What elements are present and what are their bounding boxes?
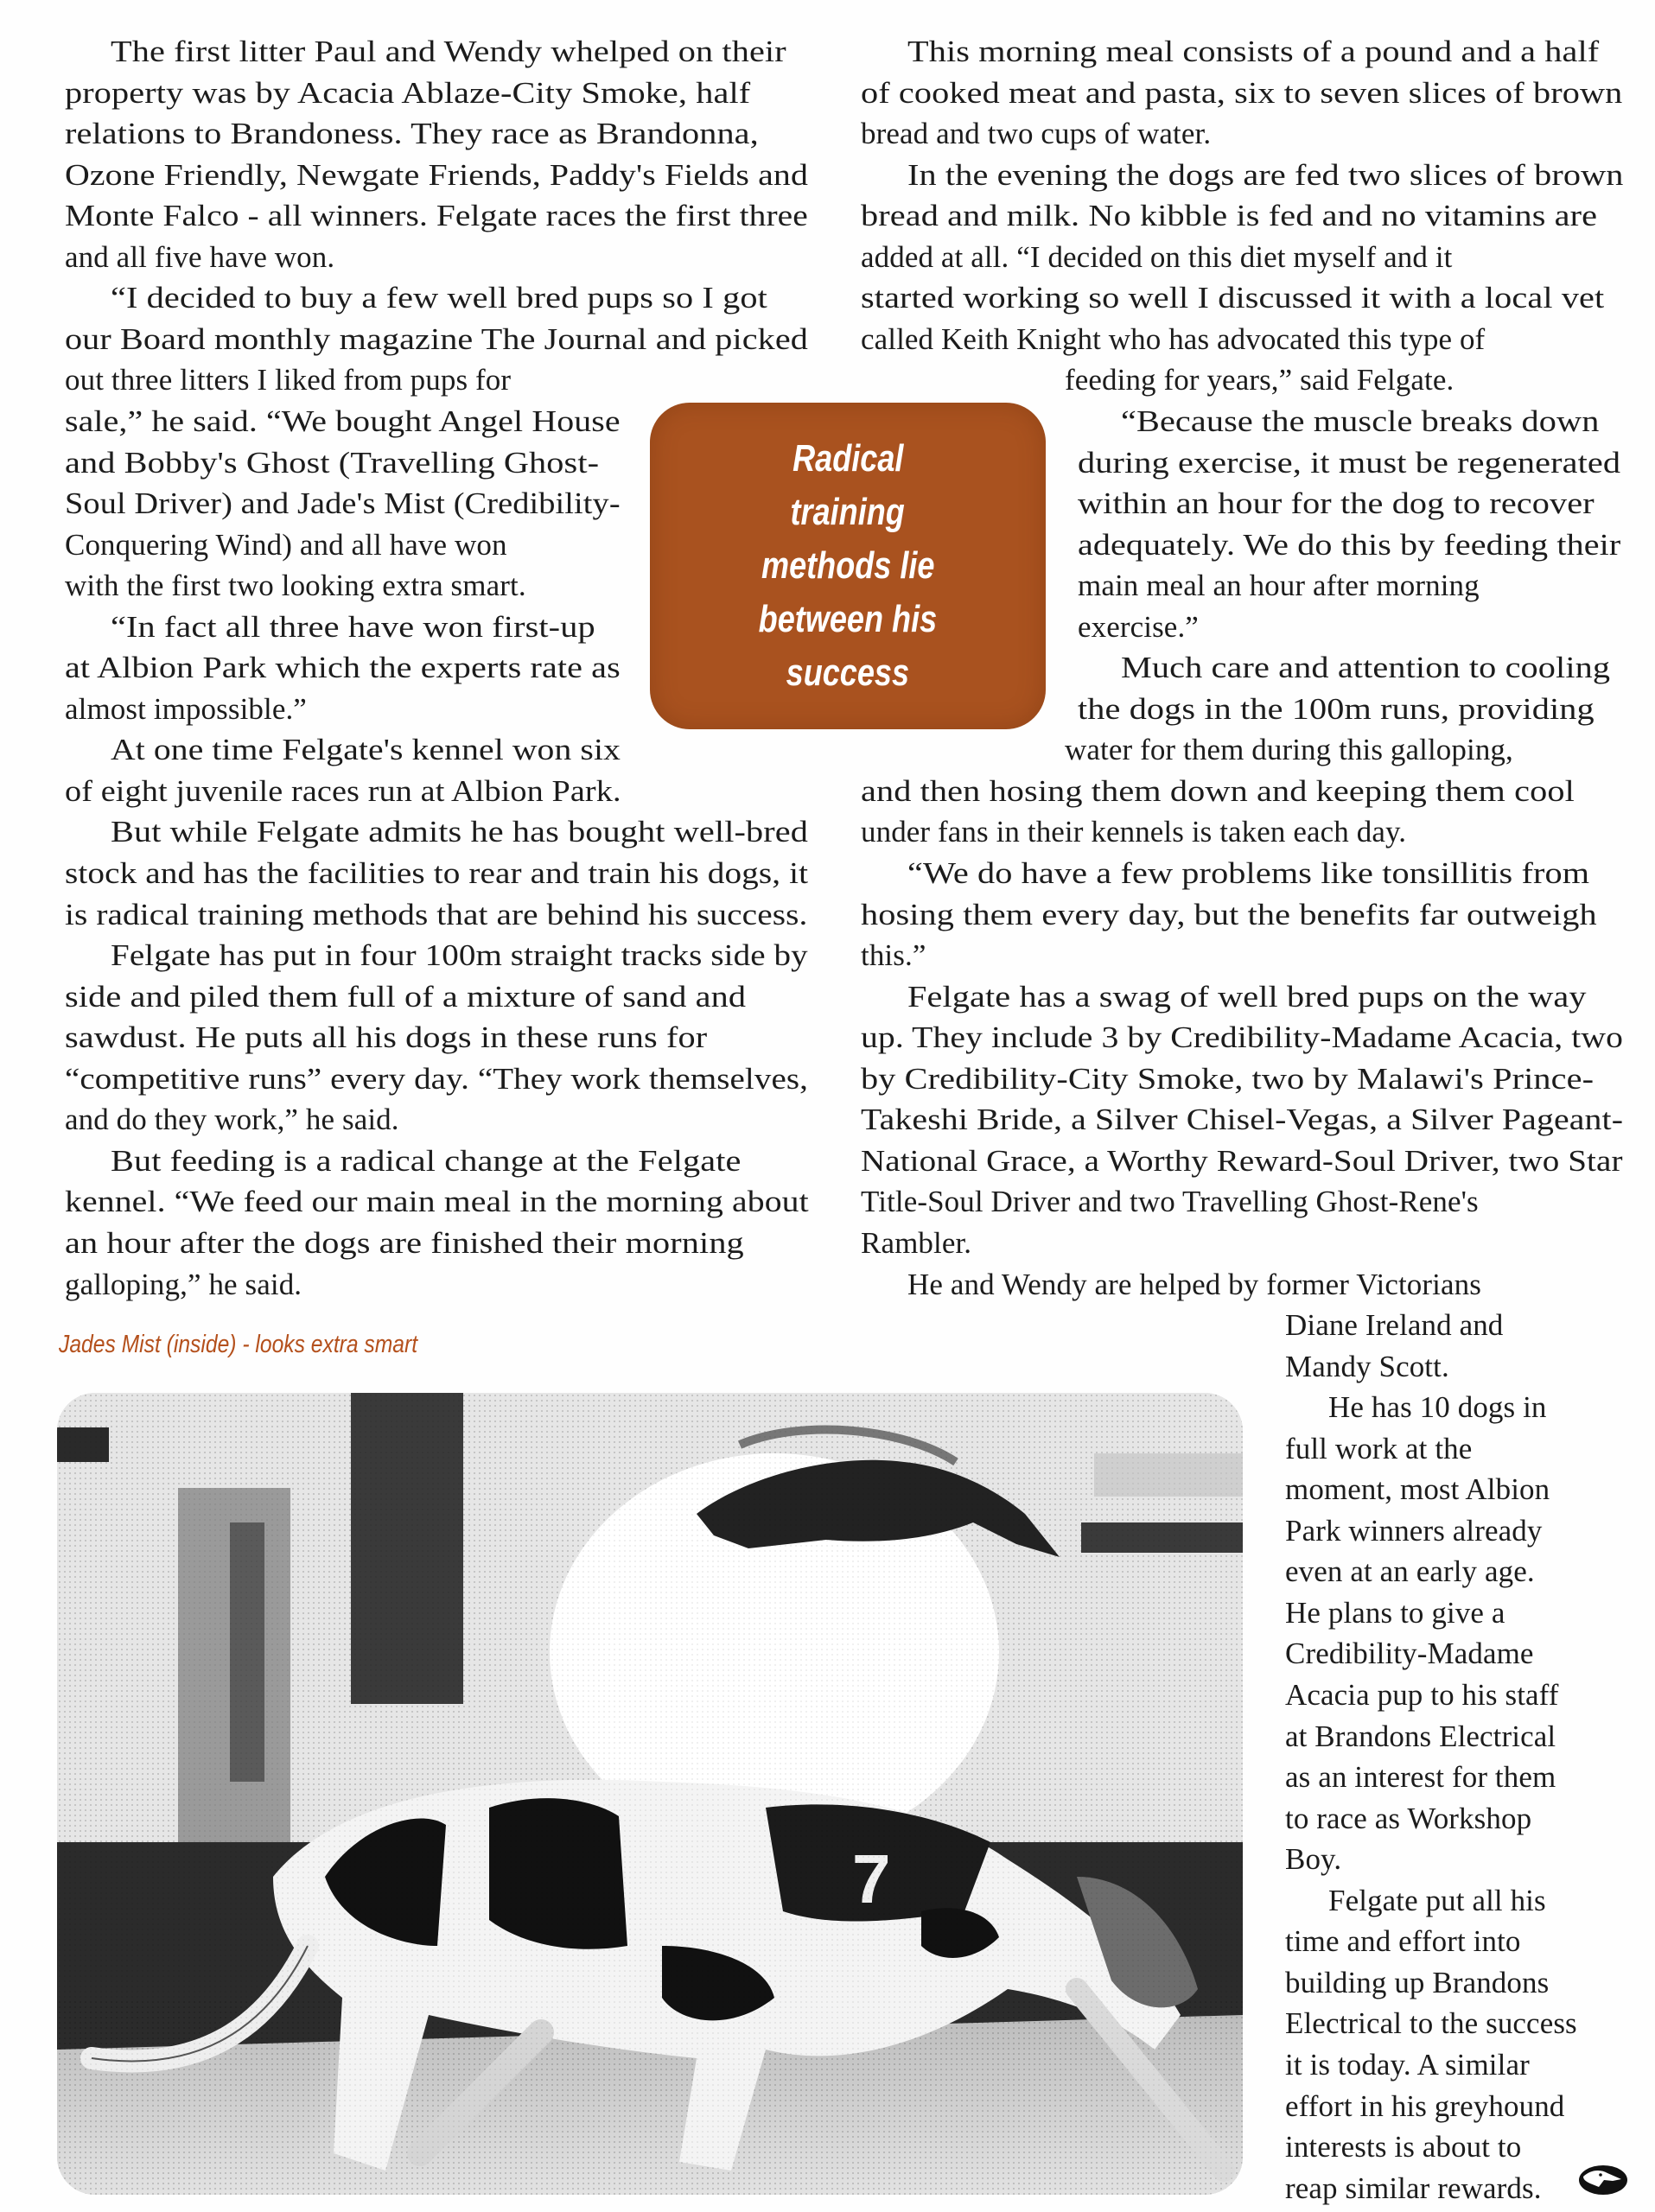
text-line: an hour after the dogs are finished their morning xyxy=(65,1225,744,1260)
text-line: Mandy Scott. xyxy=(1285,1349,1449,1383)
text-line: at Albion Park which the experts rate as xyxy=(65,651,621,685)
text-line: called Keith Knight who has advocated this type of xyxy=(861,321,1486,356)
text-line: Felgate has a swag of well bred pups on the way xyxy=(907,979,1587,1014)
text-line: He has 10 dogs in xyxy=(1328,1390,1547,1425)
text-line: up. They include 3 by Credibility-Madame Acacia, two xyxy=(861,1020,1624,1055)
text-line: feeding for years,” said Felgate. xyxy=(1065,363,1454,397)
text-line: and all five have won. xyxy=(65,239,335,274)
pull-quote-line: methods lie xyxy=(761,544,935,587)
text-line: within an hour for the dog to recover xyxy=(1078,486,1595,521)
text-line: Felgate has put in four 100m straight tracks side by xyxy=(111,938,808,973)
text-line: even at an early age. xyxy=(1285,1554,1535,1589)
text-line: property was by Acacia Ablaze-City Smoke, half xyxy=(65,75,751,110)
text-line: But feeding is a radical change at the Felgate xyxy=(111,1143,742,1178)
photo-caption: Jades Mist (inside) - looks extra smart xyxy=(59,1331,418,1358)
text-line: National Grace, a Worthy Reward-Soul Driver, two Star xyxy=(861,1143,1623,1178)
pull-quote xyxy=(650,403,1046,729)
text-line: “competitive runs” every day. “They work themselves, xyxy=(65,1061,808,1096)
text-line: Park winners already xyxy=(1285,1513,1543,1548)
text-line: interests is about to xyxy=(1285,2130,1522,2164)
text-line: Takeshi Bride, a Silver Chisel-Vegas, a Silver Pageant- xyxy=(861,1103,1624,1137)
text-line: to race as Workshop xyxy=(1285,1801,1532,1835)
text-line: “We do have a few problems like tonsillitis from xyxy=(907,856,1590,890)
text-line: out three litters I liked from pups for xyxy=(65,363,512,397)
pull-quote-line: between his xyxy=(758,598,938,640)
text-line: Credibility-Madame xyxy=(1285,1637,1534,1671)
text-line: Diane Ireland and xyxy=(1285,1308,1504,1343)
text-line: relations to Brandoness. They race as Brandonna, xyxy=(65,117,759,151)
text-line: our Board monthly magazine The Journal and picked xyxy=(65,321,808,356)
text-line: it is today. A similar xyxy=(1285,2047,1530,2082)
text-line: effort in his greyhound xyxy=(1285,2088,1565,2123)
text-line: sale,” he said. “We bought Angel House xyxy=(65,404,621,438)
pull-quote-line: success xyxy=(786,652,910,694)
greyhound-photo xyxy=(57,1393,1243,2195)
text-line: Boy. xyxy=(1285,1842,1342,1877)
greyhound-head-icon xyxy=(1578,2164,1628,2196)
text-line: At one time Felgate's kennel won six xyxy=(111,733,621,767)
text-line: Rambler. xyxy=(861,1225,972,1260)
text-line: hosing them every day, but the benefits far outweigh xyxy=(861,897,1597,931)
text-line: Acacia pup to his staff xyxy=(1285,1678,1559,1712)
text-line: reap similar rewards. xyxy=(1285,2171,1542,2205)
text-line: and Bobby's Ghost (Travelling Ghost- xyxy=(65,445,600,480)
text-line: main meal an hour after morning xyxy=(1078,569,1480,603)
text-line: is radical training methods that are behind his success. xyxy=(65,897,808,931)
text-line: galloping,” he said. xyxy=(65,1267,302,1301)
text-line: by Credibility-City Smoke, two by Malawi's Prince- xyxy=(861,1061,1595,1096)
text-line: He plans to give a xyxy=(1285,1595,1505,1630)
text-line: Electrical to the success xyxy=(1285,2006,1577,2041)
text-line: sawdust. He puts all his dogs in these runs for xyxy=(65,1020,708,1055)
pull-quote-line: training xyxy=(790,491,906,533)
text-line: the dogs in the 100m runs, providing xyxy=(1078,691,1595,726)
text-line: full work at the xyxy=(1285,1431,1473,1465)
text-line: adequately. We do this by feeding their xyxy=(1078,527,1621,562)
text-line: during exercise, it must be regenerated xyxy=(1078,445,1621,480)
text-line: under fans in their kennels is taken each day. xyxy=(861,815,1407,849)
text-line: bread and two cups of water. xyxy=(861,117,1212,151)
text-line: Conquering Wind) and all have won xyxy=(65,527,507,562)
text-line: time and effort into xyxy=(1285,1924,1521,1959)
text-line: “Because the muscle breaks down xyxy=(1121,404,1600,438)
text-line: Much care and attention to cooling xyxy=(1121,651,1611,685)
text-line: “In fact all three have won first-up xyxy=(111,609,595,644)
text-line: This morning meal consists of a pound and a half xyxy=(907,35,1600,68)
text-line: at Brandons Electrical xyxy=(1285,1719,1556,1753)
text-line: Felgate put all his xyxy=(1328,1883,1546,1917)
text-line: this.” xyxy=(861,938,926,973)
text-line: water for them during this galloping, xyxy=(1065,733,1513,767)
text-line: with the first two looking extra smart. xyxy=(65,569,526,603)
text-line: exercise.” xyxy=(1078,609,1199,644)
pull-quote-line: Radical xyxy=(792,437,904,480)
text-line: of cooked meat and pasta, six to seven slices of brown xyxy=(861,75,1623,110)
text-line: and then hosing them down and keeping them cool xyxy=(861,773,1575,808)
text-line: “I decided to buy a few well bred pups so I got xyxy=(111,281,767,315)
text-line: stock and has the facilities to rear and train his dogs, it xyxy=(65,856,809,890)
text-line: He and Wendy are helped by former Victorians xyxy=(907,1267,1481,1301)
text-line: moment, most Albion xyxy=(1285,1472,1550,1507)
greyhound-photo-image xyxy=(57,1393,1243,2195)
text-line: kennel. “We feed our main meal in the morning about xyxy=(65,1185,809,1219)
text-line: added at all. “I decided on this diet myself and it xyxy=(861,239,1453,274)
text-line: In the evening the dogs are fed two slices of brown xyxy=(907,157,1624,192)
text-line: Monte Falco - all winners. Felgate races the first three xyxy=(65,199,808,233)
text-line: Soul Driver) and Jade's Mist (Credibility- xyxy=(65,486,621,521)
text-line: But while Felgate admits he has bought well-bred xyxy=(111,815,809,849)
text-line: side and piled them full of a mixture of sand and xyxy=(65,979,747,1014)
text-line: of eight juvenile races run at Albion Park. xyxy=(65,773,621,808)
text-line: Title-Soul Driver and two Travelling Ghost-Rene's xyxy=(861,1185,1479,1219)
text-line: Ozone Friendly, Newgate Friends, Paddy's Fields and xyxy=(65,157,808,192)
text-line: bread and milk. No kibble is fed and no vitamins are xyxy=(861,199,1598,233)
text-line: as an interest for them xyxy=(1285,1760,1556,1795)
text-line: The first litter Paul and Wendy whelped on their xyxy=(111,35,786,68)
text-line: almost impossible.” xyxy=(65,691,307,726)
text-line: and do they work,” he said. xyxy=(65,1103,399,1137)
text-line: building up Brandons xyxy=(1285,1965,1550,1999)
text-line: started working so well I discussed it with a local vet xyxy=(861,281,1605,315)
